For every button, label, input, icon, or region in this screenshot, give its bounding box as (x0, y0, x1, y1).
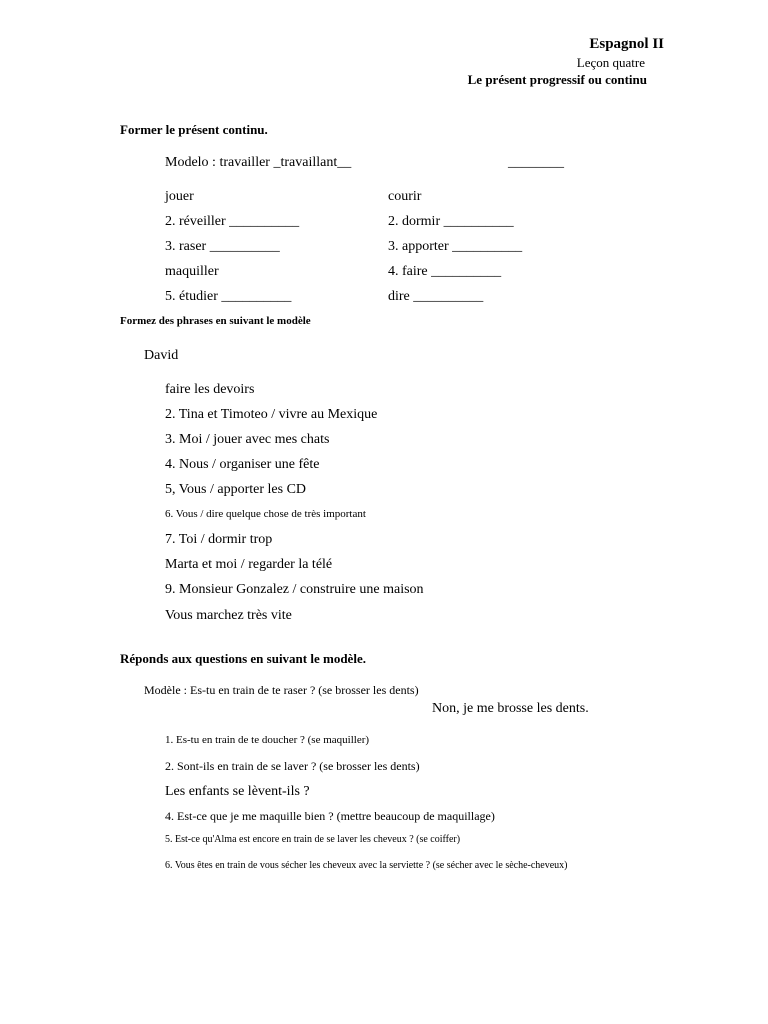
verb-item-right: 4. faire __________ (388, 264, 502, 279)
section3-model-question: Modèle : Es-tu en train de te raser ? (se brosser les dents) (144, 683, 419, 697)
sentence-item: Marta et moi / regarder la télé (165, 557, 333, 572)
verb-item-left: 3. raser __________ (165, 239, 280, 254)
sentence-item: 2. Tina et Timoteo / vivre au Mexique (165, 407, 378, 422)
verb-item-right: courir (388, 189, 422, 204)
verb-item-right: 3. apporter __________ (388, 239, 523, 254)
question-item: 2. Sont-ils en train de se laver ? (se brosser les dents) (165, 759, 420, 773)
section2-heading: Formez des phrases en suivant le modèle (120, 315, 311, 327)
verb-item-left: maquiller (165, 264, 219, 279)
sentence-item: 4. Nous / organiser une fête (165, 457, 320, 472)
verb-item-left: jouer (165, 189, 194, 204)
sentence-item: faire les devoirs (165, 382, 255, 397)
question-item: Les enfants se lèvent-ils ? (165, 784, 310, 799)
verb-item-left: 2. réveiller __________ (165, 214, 300, 229)
question-item: 6. Vous êtes en train de vous sécher les cheveux avec la serviette ? (se sécher avec le sèche-cheveux) (165, 860, 568, 871)
section3-model-answer: Non, je me brosse les dents. (432, 701, 589, 716)
verb-item-right: dire __________ (388, 289, 484, 304)
topic-heading: Le présent progressif ou continu (467, 72, 647, 87)
section1-model: Modelo : travailler _travaillant__ (165, 155, 352, 170)
sentence-item: 7. Toi / dormir trop (165, 532, 273, 547)
sentence-item: Vous marchez très vite (165, 608, 292, 623)
section2-intro: David (144, 348, 179, 363)
question-item: 5. Est-ce qu'Alma est encore en train de se laver les cheveux ? (se coiffer) (165, 834, 461, 845)
sentence-item: 5, Vous / apporter les CD (165, 482, 307, 497)
section1-heading: Former le présent continu. (120, 122, 268, 137)
verb-item-right: 2. dormir __________ (388, 214, 514, 229)
section3-heading: Réponds aux questions en suivant le modèle. (120, 651, 366, 666)
verb-item-left: 5. étudier __________ (165, 289, 292, 304)
sentence-item: 3. Moi / jouer avec mes chats (165, 432, 330, 447)
section1-model-blank: ________ (508, 155, 564, 170)
question-item: 1. Es-tu en train de te doucher ? (se maquiller) (165, 734, 370, 746)
sentence-item: 6. Vous / dire quelque chose de très important (165, 508, 366, 520)
document-title: Espagnol II (589, 36, 664, 52)
question-item: 4. Est-ce que je me maquille bien ? (mettre beaucoup de maquillage) (165, 809, 495, 823)
lesson-label: Leçon quatre (576, 55, 645, 70)
sentence-item: 9. Monsieur Gonzalez / construire une maison (165, 582, 424, 597)
